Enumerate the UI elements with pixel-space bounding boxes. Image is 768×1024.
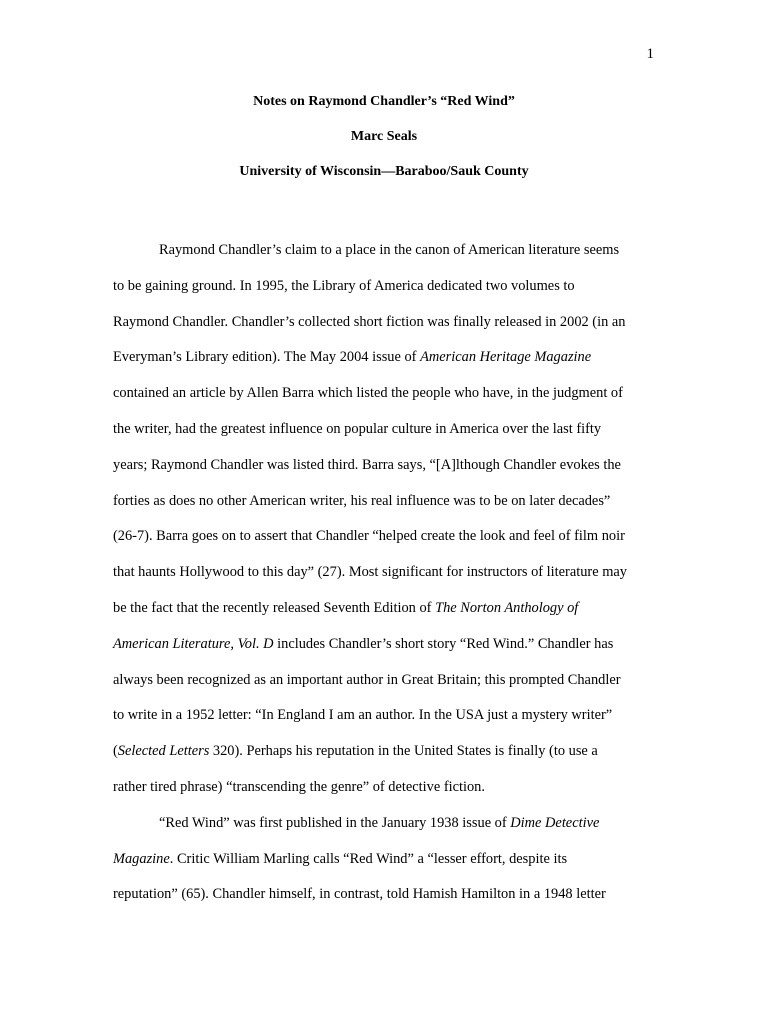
author-affiliation: University of Wisconsin—Baraboo/Sauk County xyxy=(239,164,529,179)
paragraph-2 xyxy=(113,806,658,913)
paragraph-line: the writer, had the greatest influence on popular culture in America over the last fifty xyxy=(113,420,602,437)
paragraph-line: forties as does no other American writer, his real influence was to be on later decades” xyxy=(113,492,611,509)
paragraph-line xyxy=(113,806,658,842)
body-text xyxy=(113,233,658,913)
italic-title: American Heritage Magazine xyxy=(420,349,592,366)
paragraph-line xyxy=(113,734,658,770)
text-run: be the fact that the recently released Seventh Edition of xyxy=(113,599,436,616)
paragraph-1 xyxy=(113,233,658,806)
paragraph-line xyxy=(113,340,658,376)
italic-title: Selected Letters xyxy=(117,743,210,760)
italic-title: American Literature, Vol. D xyxy=(113,635,274,652)
paragraph-line: rather tired phrase) “transcending the genre” of detective fiction. xyxy=(113,778,485,795)
paragraph-line: (26-7). Barra goes on to assert that Chandler “helped create the look and feel of film noir xyxy=(113,528,625,545)
page-number: 1 xyxy=(646,46,654,62)
paragraph-line: reputation” (65). Chandler himself, in contrast, told Hamish Hamilton in a 1948 letter xyxy=(113,886,606,903)
document-title: Notes on Raymond Chandler’s “Red Wind” xyxy=(253,94,515,109)
paragraph-line: Raymond Chandler’s claim to a place in the canon of American literature seems xyxy=(159,242,620,258)
text-run: 320). Perhaps his reputation in the United States is finally (to use a xyxy=(209,743,598,760)
text-run: “Red Wind” was first published in the January 1938 issue of xyxy=(159,814,511,831)
paragraph-line: contained an article by Allen Barra which listed the people who have, in the judgment of xyxy=(113,385,623,402)
italic-title: The Norton Anthology of xyxy=(435,599,579,616)
paragraph-line xyxy=(113,591,658,627)
author-name: Marc Seals xyxy=(350,129,418,144)
text-run: ( xyxy=(113,743,118,760)
paragraph-line: to be gaining ground. In 1995, the Library of America dedicated two volumes to xyxy=(113,277,575,294)
paragraph-line: years; Raymond Chandler was listed third. Barra says, “[A]lthough Chandler evokes the xyxy=(113,456,621,473)
italic-title: Magazine xyxy=(113,850,170,867)
paragraph-line: that haunts Hollywood to this day” (27). Most significant for instructors of literature may xyxy=(113,564,627,581)
text-run: Everyman’s Library edition). The May 2004 issue of xyxy=(113,349,421,366)
paragraph-line xyxy=(113,842,658,878)
paragraph-line: Raymond Chandler. Chandler’s collected short fiction was finally released in 2002 (in an xyxy=(113,313,626,330)
text-run: includes Chandler’s short story “Red Wind.” Chandler has xyxy=(273,635,614,652)
paragraph-line: always been recognized as an important author in Great Britain; this prompted Chandler xyxy=(113,671,621,688)
paragraph-line: to write in a 1952 letter: “In England I am an author. In the USA just a mystery writer” xyxy=(113,707,613,724)
italic-title: Dime Detective xyxy=(510,814,600,831)
text-run: . Critic William Marling calls “Red Wind” a “lesser effort, despite its xyxy=(169,850,568,867)
paragraph-line xyxy=(113,627,658,663)
